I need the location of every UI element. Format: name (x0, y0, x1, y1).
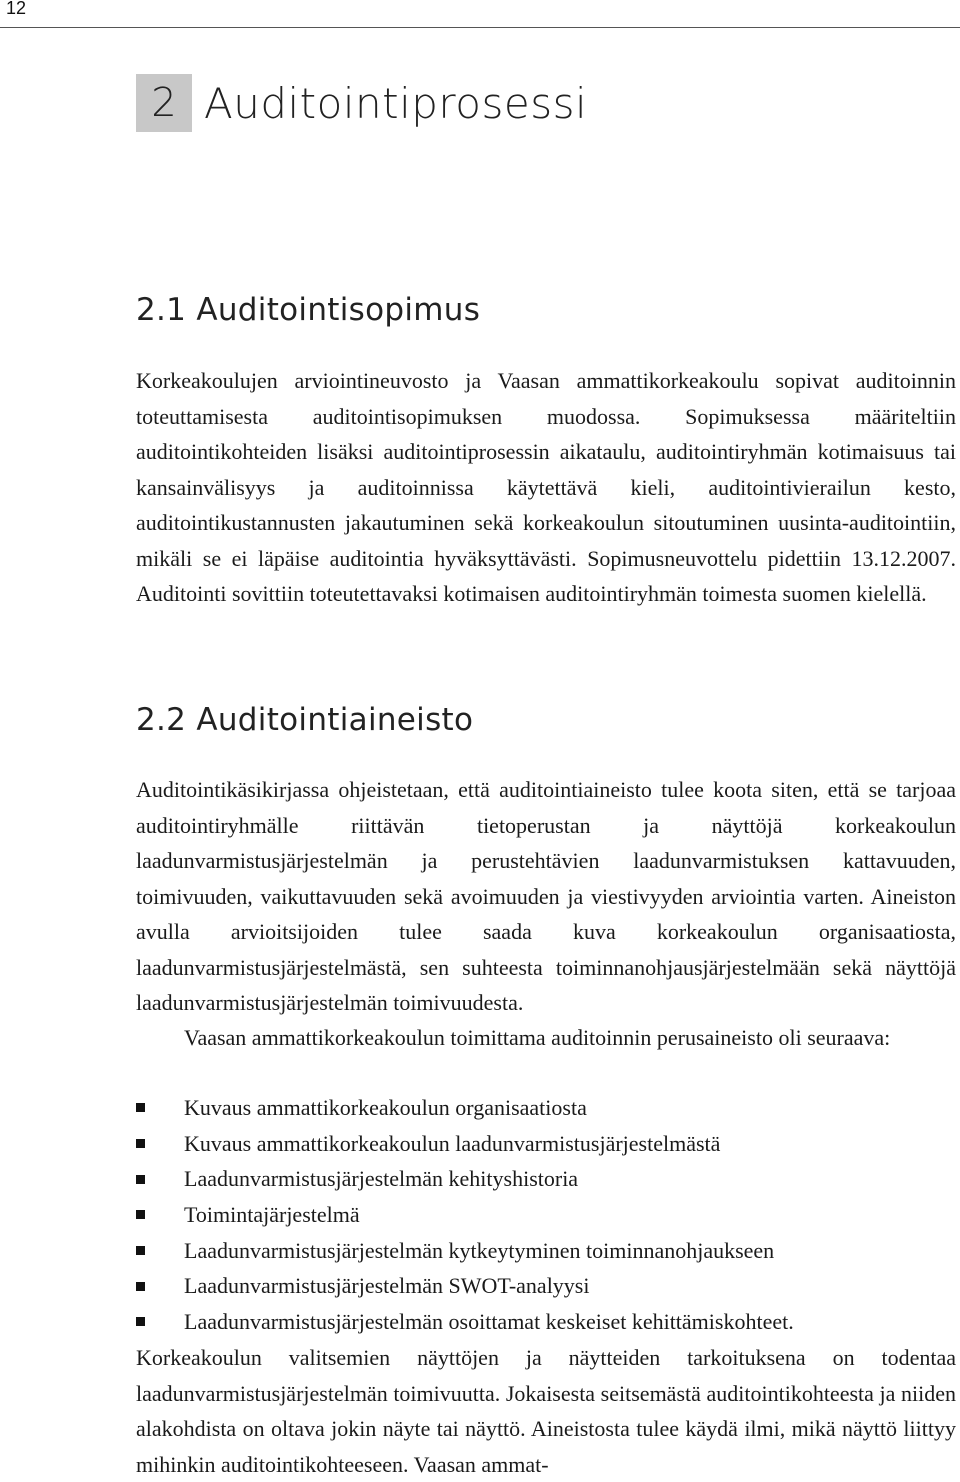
square-bullet-icon (136, 1103, 145, 1112)
list-item-text: Kuvaus ammattikorkeakoulun laadunvarmistusjärjestelmästä (184, 1130, 721, 1156)
list-item-text: Laadunvarmistusjärjestelmän kehityshistoria (184, 1166, 579, 1192)
material-list (136, 1090, 956, 1340)
section-heading-2-2: 2.2 Auditointiaineisto (136, 702, 474, 738)
square-bullet-icon (136, 1246, 145, 1255)
chapter-heading (136, 74, 587, 132)
square-bullet-icon (136, 1210, 145, 1219)
square-bullet-icon (136, 1175, 145, 1184)
square-bullet-icon (136, 1282, 145, 1291)
list-item-text: Kuvaus ammattikorkeakoulun organisaatiosta (184, 1095, 587, 1120)
list-item (136, 1268, 956, 1304)
list-item (136, 1304, 956, 1340)
page-number: 12 (6, 0, 27, 18)
section-2-1-paragraph: Korkeakoulujen arviointineuvosto ja Vaasan ammattikorkeakoulu sopivat auditoinnin toteuttamisesta auditointisopimuksen muodossa. Sopimuksessa määriteltiin auditointikohteiden lisäksi auditointiprosessin aikataulu, auditointiryhmän kotimaisuus tai kansainvälisyys ja auditoinnissa käytettävä kieli, auditointivierailun kesto, auditointikustannusten jakautuminen sekä korkeakoulun sitoutuminen uusinta-auditointiin, mikäli se ei läpäise auditointia hyväksyttävästi. Sopimusneuvottelu pidettiin 13.12.2007. Auditointi sovittiin toteutettavaksi kotimaisen auditointiryhmän toimesta suomen kielellä. (136, 368, 956, 606)
list-item (136, 1126, 956, 1162)
square-bullet-icon (136, 1139, 145, 1148)
square-bullet-icon (136, 1317, 145, 1326)
section-heading-2-1: 2.1 Auditointisopimus (136, 292, 481, 328)
section-2-2-paragraph-3: Korkeakoulun valitsemien näyttöjen ja näytteiden tarkoituksena on todentaa laadunvarmistusjärjestelmän toimivuutta. Jokaisesta seitsemästä auditointikohteesta ja niiden alakohdista on oltava jokin näyte tai näyttö. Aineistosta tulee käydä ilmi, mikä näyttö liittyy mihinkin auditointikohteeseen. Vaasan ammat- (136, 1345, 956, 1477)
list-item (136, 1161, 956, 1197)
header-rule (0, 27, 960, 28)
list-item (136, 1233, 956, 1269)
list-item (136, 1090, 956, 1126)
list-item (136, 1197, 956, 1233)
chapter-number: 2 (136, 74, 192, 132)
chapter-title: Auditointiprosessi (204, 78, 588, 128)
list-item-text: Laadunvarmistusjärjestelmän kytkeytyminen toiminnanohjaukseen (184, 1237, 775, 1263)
section-2-2-paragraph-2: Vaasan ammattikorkeakoulun toimittama auditoinnin perusaineisto oli seuraava: (184, 1025, 891, 1050)
list-item-text: Laadunvarmistusjärjestelmän osoittamat keskeiset kehittämiskohteet. (184, 1309, 794, 1335)
list-item-text: Toimintajärjestelmä (184, 1202, 360, 1228)
section-2-2-paragraph-1: Auditointikäsikirjassa ohjeistetaan, että auditointiaineisto tulee koota siten, että se tarjoaa auditointiryhmälle riittävän tietoperustan ja näyttöjä korkeakoulun laadunvarmistusjärjestelmän ja perustehtävien laadunvarmistuksen kattavuuden, toimivuuden, vaikuttavuuden sekä avoimuuden ja viestivyyden arviointia varten. Aineiston avulla arvioitsijoiden tulee saada kuva korkeakoulun organisaatiosta, laadunvarmistusjärjestelmästä, sen suhteesta toiminnanohjausjärjestelmään sekä näyttöjä laadunvarmistusjärjestelmän toimivuudesta. (136, 777, 956, 1015)
list-item-text: Laadunvarmistusjärjestelmän SWOT-analyysi (184, 1273, 590, 1299)
